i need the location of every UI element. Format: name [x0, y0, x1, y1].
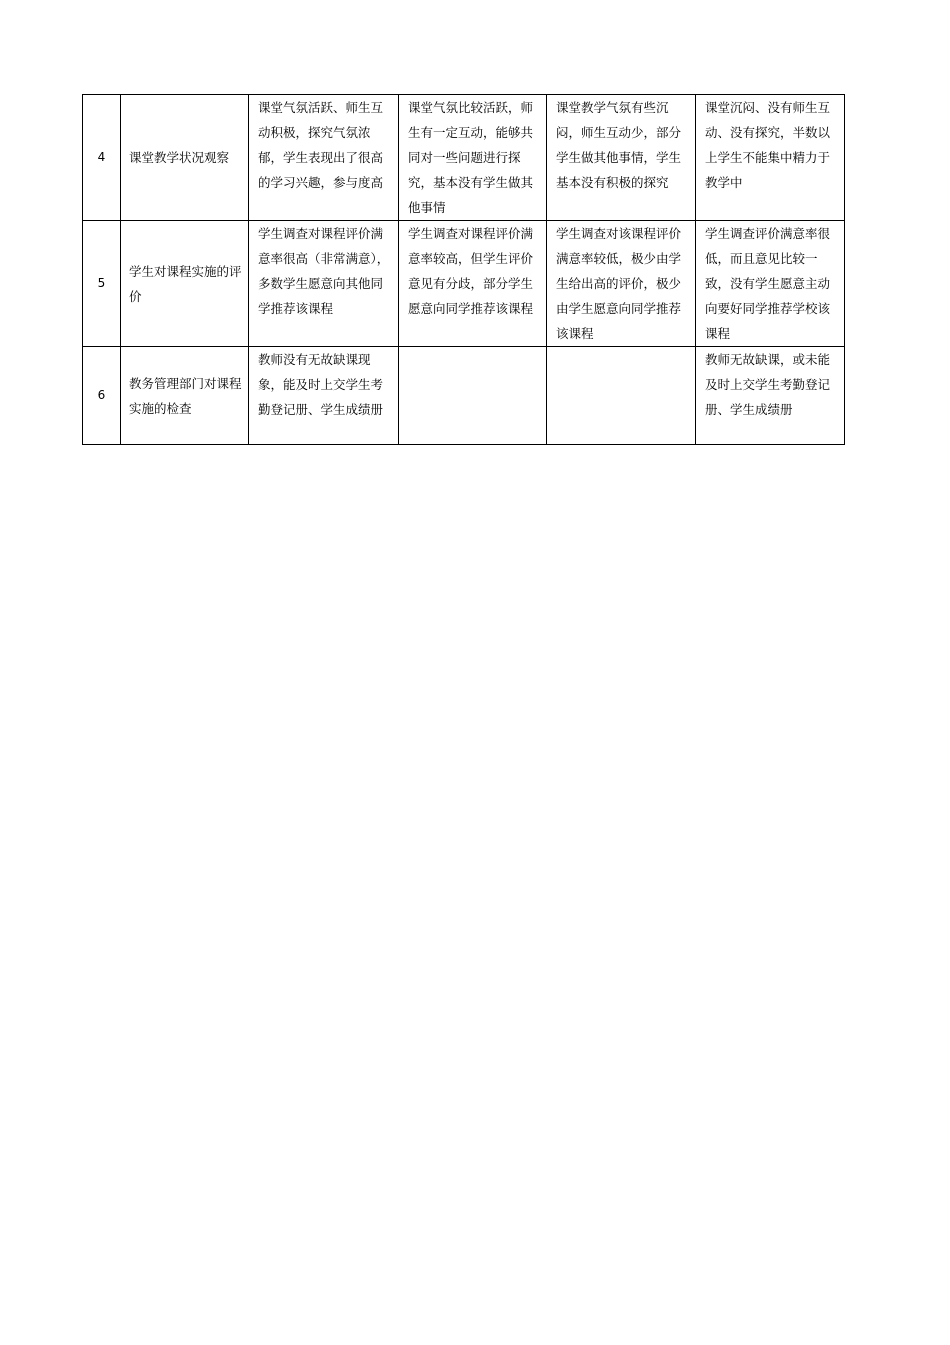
- table-row: [83, 347, 845, 445]
- level-excellent-cell: [249, 347, 399, 445]
- level-text: 学生调查对该课程评价满意率较低，极少由学生给出高的评价，极少由学生愿意向同学推荐该课程: [556, 226, 682, 341]
- criterion-label: [121, 221, 249, 347]
- level-text: 教师没有无故缺课现象，能及时上交学生考勤登记册、学生成绩册: [258, 352, 384, 417]
- level-fair-cell: [547, 95, 696, 221]
- level-excellent-cell: [249, 95, 399, 221]
- level-text: 学生调查评价满意率很低，而且意见比较一致，没有学生愿意主动向要好同学推荐学校该课程: [705, 226, 831, 341]
- level-text: 学生调查对课程评价满意率较高，但学生评价意见有分歧，部分学生愿意向同学推荐该课程: [408, 226, 534, 316]
- level-text: 课堂教学气氛有些沉闷，师生互动少，部分学生做其他事情，学生基本没有积极的探究: [556, 100, 682, 190]
- criterion-label: [121, 95, 249, 221]
- criterion-text: 教务管理部门对课程实施的检查: [129, 375, 242, 416]
- level-text: 课堂沉闷、没有师生互动、没有探究，半数以上学生不能集中精力于教学中: [705, 100, 831, 190]
- level-excellent-cell: [249, 221, 399, 347]
- level-poor-cell: [696, 95, 845, 221]
- level-text: 教师无故缺课，或未能及时上交学生考勤登记册、学生成绩册: [705, 352, 831, 417]
- level-text: 课堂气氛活跃、师生互动积极，探究气氛浓郁，学生表现出了很高的学习兴趣，参与度高: [258, 100, 384, 190]
- level-good-cell: [399, 221, 547, 347]
- criterion-text: 学生对课程实施的评价: [129, 263, 242, 304]
- level-good-cell: [399, 347, 547, 445]
- level-good-cell: [399, 95, 547, 221]
- row-number: 4: [83, 95, 121, 221]
- level-text: 课堂气氛比较活跃，师生有一定互动，能够共同对一些问题进行探究，基本没有学生做其他事情: [408, 100, 534, 215]
- row-number: 5: [83, 221, 121, 347]
- row-number: 6: [83, 347, 121, 445]
- level-poor-cell: [696, 347, 845, 445]
- evaluation-table: [82, 94, 845, 445]
- level-poor-cell: [696, 221, 845, 347]
- criterion-label: [121, 347, 249, 445]
- level-fair-cell: [547, 347, 696, 445]
- table-row: [83, 95, 845, 221]
- level-text: 学生调查对课程评价满意率很高（非常满意），多数学生愿意向其他同学推荐该课程: [258, 226, 390, 316]
- level-fair-cell: [547, 221, 696, 347]
- criterion-text: 课堂教学状况观察: [129, 150, 230, 165]
- table-row: [83, 221, 845, 347]
